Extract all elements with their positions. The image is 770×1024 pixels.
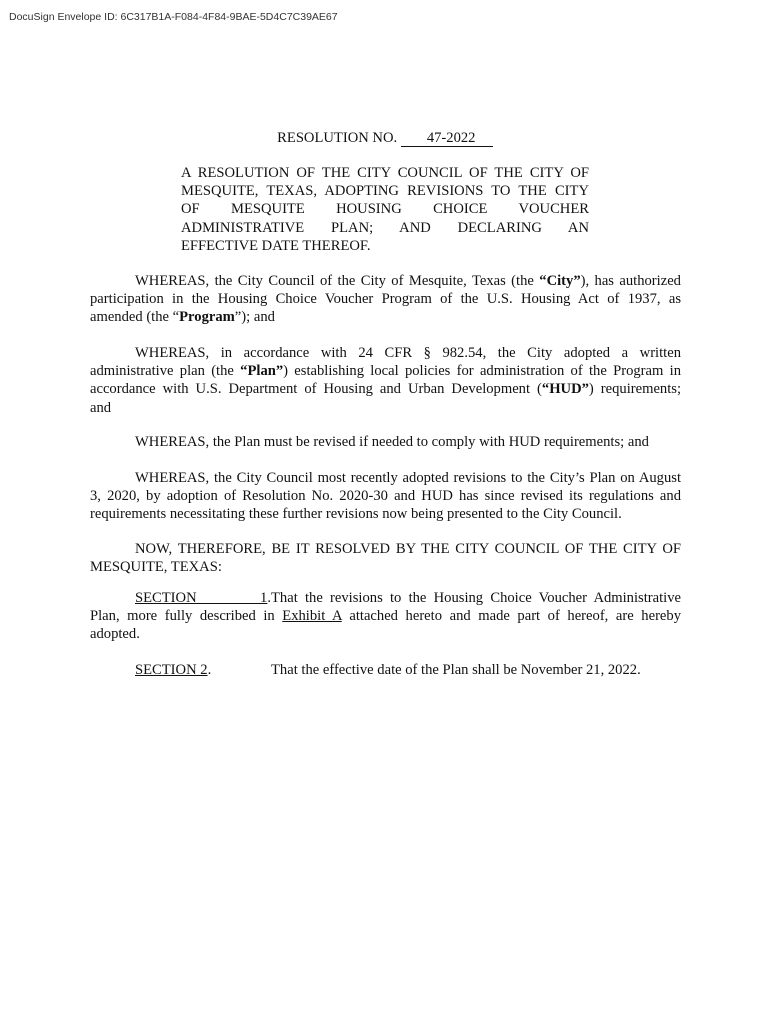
caption-line: A RESOLUTION OF THE CITY COUNCIL OF THE CITY OF <box>181 165 589 181</box>
resolution-label: RESOLUTION NO. <box>277 130 398 146</box>
caption-line: OF MESQUITE HOUSING CHOICE VOUCHER <box>181 201 589 218</box>
defined-term-city: “City” <box>539 273 581 289</box>
whereas-paragraph-4 <box>90 469 681 524</box>
paragraph-line: administrative plan (the “Plan”) establishing local policies for administration of the Program in <box>90 363 681 380</box>
paragraph-line: WHEREAS, the City Council most recently adopted revisions to the City’s Plan on August <box>135 470 681 486</box>
caption-line: MESQUITE, TEXAS, ADOPTING REVISIONS TO THE CITY <box>181 183 589 200</box>
resolved-clause <box>90 540 681 576</box>
resolution-number: 47-2022 <box>401 131 493 147</box>
paragraph-line: Plan, more fully described in Exhibit A attached hereto and made part of hereof, are hereby <box>90 608 682 625</box>
section-2-heading: SECTION 2 <box>135 662 208 678</box>
whereas-paragraph-1 <box>90 272 681 327</box>
exhibit-a-reference: Exhibit A <box>282 608 342 625</box>
paragraph-line: 3, 2020, by adoption of Resolution No. 2020-30 and HUD has since revised its regulations and <box>90 488 681 505</box>
paragraph-line: WHEREAS, in accordance with 24 CFR § 982.54, the City adopted a written <box>135 345 681 361</box>
defined-term-plan: “Plan” <box>240 363 284 380</box>
caption-line: ADMINISTRATIVE PLAN; AND DECLARING AN <box>181 219 589 236</box>
paragraph-line: WHEREAS, the City Council of the City of Mesquite, Texas (the “City”), has authorized <box>135 273 681 289</box>
whereas-paragraph-2 <box>90 344 681 417</box>
resolution-number-heading <box>0 129 770 147</box>
section-1 <box>90 589 681 644</box>
paragraph-line: SECTION 1.That the revisions to the Housing Choice Voucher Administrative <box>135 590 681 606</box>
docusign-envelope-id: DocuSign Envelope ID: 6C317B1A-F084-4F84-9BAE-5D4C7C39AE67 <box>9 11 338 23</box>
whereas-paragraph-3 <box>90 433 681 451</box>
defined-term-program: Program <box>179 309 235 326</box>
section-2 <box>90 661 681 679</box>
defined-term-hud: “HUD” <box>541 381 589 398</box>
paragraph-line: MESQUITE, TEXAS: <box>90 559 222 576</box>
paragraph-line: adopted. <box>90 626 140 643</box>
paragraph-line: NOW, THEREFORE, BE IT RESOLVED BY THE CITY COUNCIL OF THE CITY OF <box>135 541 681 557</box>
paragraph-line: participation in the Housing Choice Voucher Program of the U.S. Housing Act of 1937, as <box>90 291 681 308</box>
section-1-heading: SECTION 1 <box>135 590 268 606</box>
paragraph-line: accordance with U.S. Department of Housing and Urban Development (“HUD”) requirements; <box>90 381 682 398</box>
paragraph-line: WHEREAS, the Plan must be revised if needed to comply with HUD requirements; and <box>135 434 649 450</box>
paragraph-line: and <box>90 399 112 416</box>
paragraph-line: SECTION 2. That the effective date of the Plan shall be November 21, 2022. <box>135 662 641 678</box>
paragraph-line: requirements necessitating these further revisions now being presented to the City Council. <box>90 506 622 523</box>
resolution-caption <box>181 164 589 255</box>
caption-line: EFFECTIVE DATE THEREOF. <box>181 237 371 254</box>
paragraph-line: amended (the “Program”); and <box>90 309 275 326</box>
